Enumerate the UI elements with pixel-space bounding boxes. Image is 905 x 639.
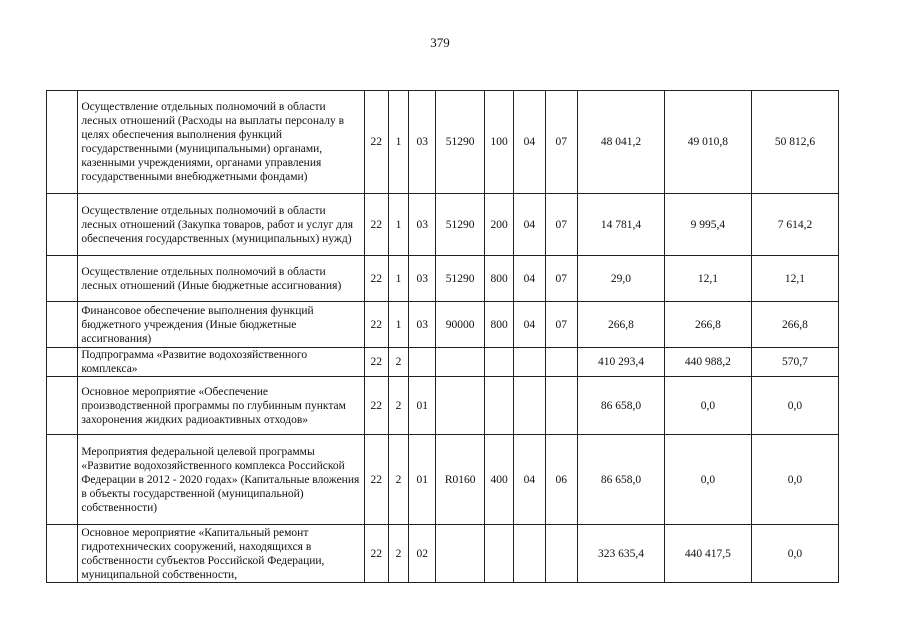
table-row <box>47 525 839 583</box>
program-code: 22 <box>364 194 388 256</box>
subprogram-code: 1 <box>388 256 408 302</box>
amount-year-3: 0,0 <box>751 377 838 435</box>
table-row <box>47 302 839 348</box>
amount-year-2: 440 417,5 <box>664 525 751 583</box>
program-code: 22 <box>364 91 388 194</box>
amount-year-3: 0,0 <box>751 525 838 583</box>
amount-year-1: 29,0 <box>577 256 664 302</box>
amount-year-1: 14 781,4 <box>577 194 664 256</box>
direction-code <box>436 525 485 583</box>
subprogram-code: 1 <box>388 194 408 256</box>
subsection-code <box>545 377 577 435</box>
subsection-code: 07 <box>545 256 577 302</box>
blank-cell <box>47 435 78 525</box>
expense-type-code: 400 <box>484 435 513 525</box>
section-code: 04 <box>514 91 545 194</box>
amount-year-3: 266,8 <box>751 302 838 348</box>
row-description: Осуществление отдельных полномочий в области лесных отношений (Закупка товаров, работ и услуг для обеспечения государственных (муниципальных) нужд) <box>78 194 364 256</box>
direction-code: 90000 <box>436 302 485 348</box>
section-code <box>514 348 545 377</box>
blank-cell <box>47 525 78 583</box>
amount-year-3: 12,1 <box>751 256 838 302</box>
subprogram-code: 2 <box>388 435 408 525</box>
row-description: Основное мероприятие «Капитальный ремонт гидротехнических сооружений, находящихся в собственности субъектов Российской Федерации, муниципальной собственности, <box>78 525 364 583</box>
activity-code: 03 <box>409 256 436 302</box>
direction-code <box>436 377 485 435</box>
blank-cell <box>47 256 78 302</box>
amount-year-1: 86 658,0 <box>577 377 664 435</box>
amount-year-1: 48 041,2 <box>577 91 664 194</box>
amount-year-2: 9 995,4 <box>664 194 751 256</box>
amount-year-1: 410 293,4 <box>577 348 664 377</box>
expense-type-code <box>484 525 513 583</box>
program-code: 22 <box>364 435 388 525</box>
section-code: 04 <box>514 194 545 256</box>
subsection-code <box>545 525 577 583</box>
amount-year-1: 86 658,0 <box>577 435 664 525</box>
subprogram-code: 1 <box>388 302 408 348</box>
subsection-code: 07 <box>545 194 577 256</box>
amount-year-3: 7 614,2 <box>751 194 838 256</box>
section-code: 04 <box>514 302 545 348</box>
amount-year-3: 570,7 <box>751 348 838 377</box>
table-row <box>47 194 839 256</box>
amount-year-2: 440 988,2 <box>664 348 751 377</box>
expense-type-code: 800 <box>484 302 513 348</box>
direction-code: 51290 <box>436 256 485 302</box>
subsection-code: 07 <box>545 91 577 194</box>
blank-cell <box>47 91 78 194</box>
expense-type-code: 200 <box>484 194 513 256</box>
section-code <box>514 525 545 583</box>
activity-code <box>409 348 436 377</box>
amount-year-3: 0,0 <box>751 435 838 525</box>
blank-cell <box>47 377 78 435</box>
activity-code: 02 <box>409 525 436 583</box>
table-row <box>47 435 839 525</box>
row-description: Осуществление отдельных полномочий в области лесных отношений (Расходы на выплаты персоналу в целях обеспечения выполнения функций государственными (муниципальными) органами, казенными учреждениями, органами управления государственными внебюджетными фондами) <box>78 91 364 194</box>
section-code: 04 <box>514 435 545 525</box>
table-row <box>47 91 839 194</box>
direction-code: 51290 <box>436 194 485 256</box>
row-description: Подпрограмма «Развитие водохозяйственного комплекса» <box>78 348 364 377</box>
amount-year-2: 0,0 <box>664 377 751 435</box>
section-code <box>514 377 545 435</box>
direction-code: R0160 <box>436 435 485 525</box>
activity-code: 01 <box>409 377 436 435</box>
program-code: 22 <box>364 525 388 583</box>
program-code: 22 <box>364 377 388 435</box>
subprogram-code: 2 <box>388 525 408 583</box>
activity-code: 01 <box>409 435 436 525</box>
subprogram-code: 2 <box>388 348 408 377</box>
table-row <box>47 256 839 302</box>
table-row <box>47 377 839 435</box>
expense-type-code: 800 <box>484 256 513 302</box>
subsection-code: 06 <box>545 435 577 525</box>
program-code: 22 <box>364 302 388 348</box>
expense-type-code <box>484 348 513 377</box>
amount-year-1: 266,8 <box>577 302 664 348</box>
amount-year-2: 0,0 <box>664 435 751 525</box>
expense-type-code <box>484 377 513 435</box>
subprogram-code: 2 <box>388 377 408 435</box>
section-code: 04 <box>514 256 545 302</box>
row-description: Основное мероприятие «Обеспечение производственной программы по глубинным пунктам захоронения жидких радиоактивных отходов» <box>78 377 364 435</box>
blank-cell <box>47 194 78 256</box>
program-code: 22 <box>364 256 388 302</box>
subsection-code: 07 <box>545 302 577 348</box>
row-description: Мероприятия федеральной целевой программы «Развитие водохозяйственного комплекса Российской Федерации в 2012 - 2020 годах» (Капитальные вложения в объекты государственной (муниципальной) собственности) <box>78 435 364 525</box>
activity-code: 03 <box>409 302 436 348</box>
amount-year-3: 50 812,6 <box>751 91 838 194</box>
row-description: Осуществление отдельных полномочий в области лесных отношений (Иные бюджетные ассигнования) <box>78 256 364 302</box>
budget-table <box>46 90 839 583</box>
direction-code <box>436 348 485 377</box>
program-code: 22 <box>364 348 388 377</box>
table-row <box>47 348 839 377</box>
amount-year-2: 12,1 <box>664 256 751 302</box>
subsection-code <box>545 348 577 377</box>
expense-type-code: 100 <box>484 91 513 194</box>
amount-year-2: 266,8 <box>664 302 751 348</box>
activity-code: 03 <box>409 91 436 194</box>
amount-year-1: 323 635,4 <box>577 525 664 583</box>
row-description: Финансовое обеспечение выполнения функций бюджетного учреждения (Иные бюджетные ассигнования) <box>78 302 364 348</box>
blank-cell <box>47 302 78 348</box>
page-number: 379 <box>430 35 450 50</box>
amount-year-2: 49 010,8 <box>664 91 751 194</box>
subprogram-code: 1 <box>388 91 408 194</box>
blank-cell <box>47 348 78 377</box>
direction-code: 51290 <box>436 91 485 194</box>
activity-code: 03 <box>409 194 436 256</box>
